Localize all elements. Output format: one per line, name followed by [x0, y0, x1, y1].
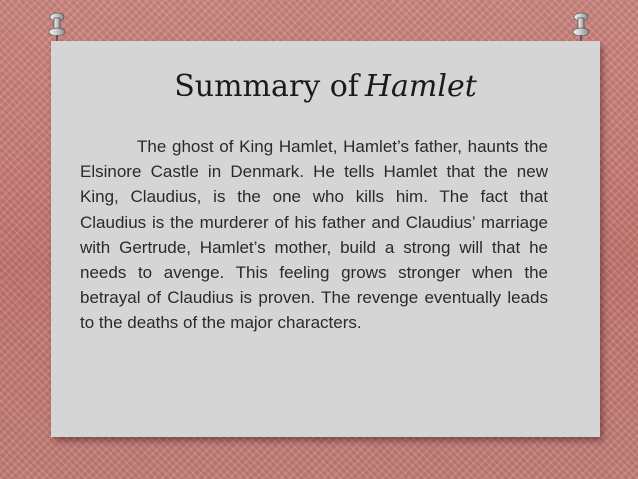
summary-paragraph: The ghost of King Hamlet, Hamlet’s father, haunts the Elsinore Castle in Denmark. He tells Hamlet that the new King, Claudius, is the one who kills him. The fact that Claudius is the murderer of his father and Claudius’ marriage with Gertrude, Hamlet’s mother, build a strong will that he needs to avenge. This feeling grows stronger when the betrayal of Claudius is proven. The revenge eventually leads to the deaths of the major characters. [80, 137, 548, 333]
slide-title-lead: Summary of [174, 69, 359, 104]
slide-title-emphasis: Hamlet [364, 69, 477, 104]
slide-card [51, 41, 600, 437]
slide-title [51, 69, 600, 105]
